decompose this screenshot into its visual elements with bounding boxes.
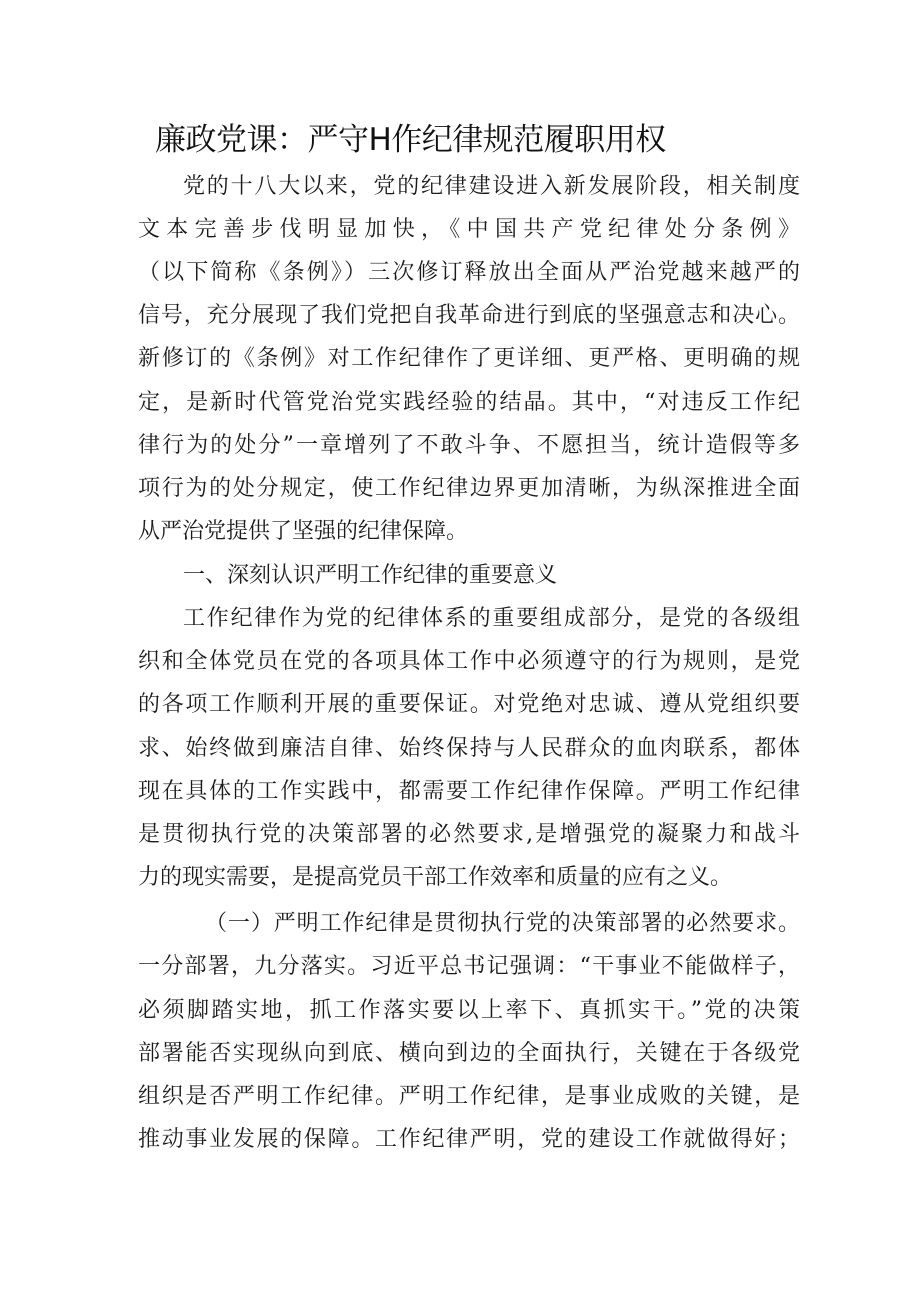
paragraph-line: 信号，充分展现了我们党把自我革命进行到底的坚强意志和决心。 [138,303,800,328]
paragraph-line: 必须脚踏实地，抓工作落实要以上率下、真抓实干。”党的决策 [138,998,800,1023]
paragraph-line: 律行为的处分”一章增列了不敢斗争、不愿担当，统计造假等多 [138,433,800,458]
paragraph-line: 现在具体的工作实践中，都需要工作纪律作保障。严明工作纪律 [138,779,800,804]
paragraph-line: 文本完善步伐明显加快，《中国共产党纪律处分条例》 [138,217,800,242]
document-title: 廉政党课：严守H作纪律规范履职用权 [155,122,666,158]
paragraph-line: 工作纪律作为党的纪律体系的重要组成部分，是党的各级组 [183,606,800,631]
paragraph-line: 推动事业发展的保障。工作纪律严明，党的建设工作就做得好； [138,1127,800,1152]
paragraph-line: 力的现实需要，是提高党员干部工作效率和质量的应有之义。 [138,865,733,890]
paragraph-line: 是贯彻执行党的决策部署的必然要求,是增强党的凝聚力和战斗 [138,822,800,847]
paragraph-line: 的各项工作顺利开展的重要保证。对党绝对忠诚、遵从党组织要 [138,692,800,717]
paragraph-line: 新修订的《条例》对工作纪律作了更详细、更严格、更明确的规 [138,346,800,371]
paragraph-line: 部署能否实现纵向到底、横向到边的全面执行，关键在于各级党 [138,1041,800,1066]
paragraph-line: 组织是否严明工作纪律。严明工作纪律，是事业成败的关键，是 [138,1084,800,1109]
paragraph-line: 定，是新时代管党治党实践经验的结晶。其中，“对违反工作纪 [138,390,800,415]
paragraph-line: 从严治党提供了坚强的纪律保障。 [138,519,469,544]
section-heading: 一、深刻认识严明工作纪律的重要意义 [183,563,558,588]
paragraph-line: 一分部署，九分落实。习近平总书记强调：“干事业不能做样子， [138,954,800,979]
paragraph-line: 党的十八大以来，党的纪律建设进入新发展阶段，相关制度 [183,174,800,199]
subsection-heading: （一）严明工作纪律是贯彻执行党的决策部署的必然要求。 [205,911,800,936]
paragraph-line: 项行为的处分规定，使工作纪律边界更加清晰，为纵深推进全面 [138,476,800,501]
paragraph-line: 织和全体党员在党的各项具体工作中必须遵守的行为规则，是党 [138,649,800,674]
paragraph-line: 求、始终做到廉洁自律、始终保持与人民群众的血肉联系，都体 [138,736,800,761]
paragraph-line: （以下简称《条例》）三次修订释放出全面从严治党越来越严的 [138,260,800,285]
